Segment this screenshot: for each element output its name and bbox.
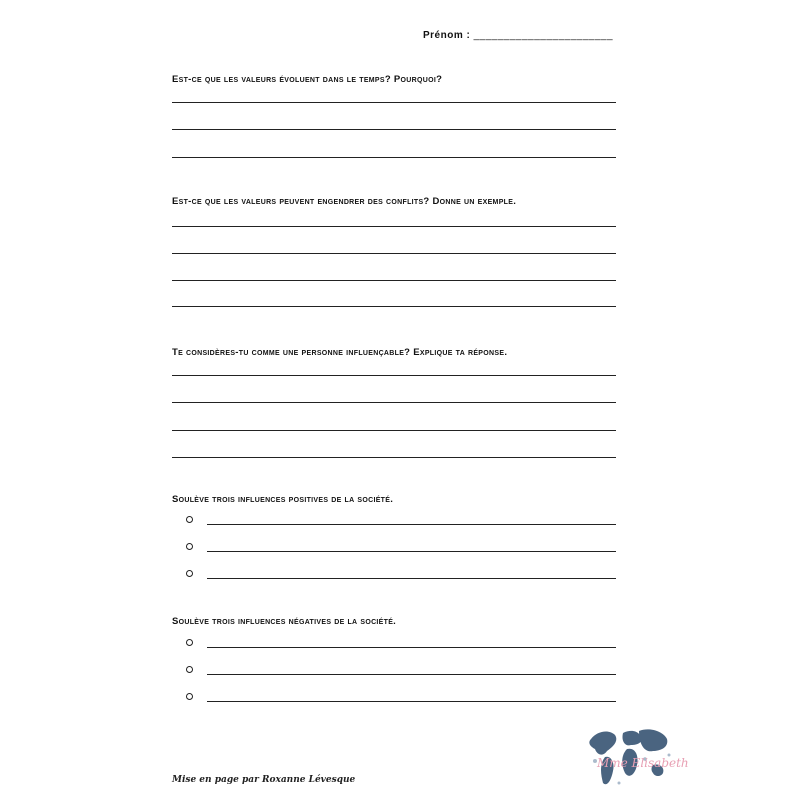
bullet-answer-line[interactable] (207, 551, 616, 552)
answer-line[interactable] (172, 430, 616, 431)
answer-line[interactable] (172, 280, 616, 281)
answer-line[interactable] (172, 402, 616, 403)
world-map-logo-icon (583, 725, 689, 800)
answer-line[interactable] (172, 253, 616, 254)
bullet-answer-line[interactable] (207, 701, 616, 702)
bullet-circle-icon (186, 570, 193, 577)
answer-line[interactable] (172, 102, 616, 103)
answer-line[interactable] (172, 375, 616, 376)
bullet-answer-line[interactable] (207, 524, 616, 525)
answer-line[interactable] (172, 457, 616, 458)
prenom-blank[interactable]: _______________________ (473, 30, 614, 41)
question-5: Soulève trois influences négatives de la société. (172, 616, 397, 627)
bullet-circle-icon (186, 543, 193, 550)
bullet-answer-line[interactable] (207, 647, 616, 648)
question-2: Est-ce que les valeurs peuvent engendrer des conflits? Donne un exemple. (172, 196, 517, 207)
answer-line[interactable] (172, 129, 616, 130)
question-4: Soulève trois influences positives de la société. (172, 494, 394, 505)
logo-signature: Mme Elisabeth (597, 756, 689, 770)
answer-line[interactable] (172, 226, 616, 227)
question-1: Est-ce que les valeurs évoluent dans le temps? Pourquoi? (172, 74, 443, 85)
bullet-circle-icon (186, 693, 193, 700)
bullet-answer-line[interactable] (207, 578, 616, 579)
prenom-label: Prénom : (423, 30, 471, 41)
layout-credit: Mise en page par Roxanne Lévesque (172, 775, 356, 785)
question-3: Te considères-tu comme une personne influençable? Explique ta réponse. (172, 347, 508, 358)
answer-line[interactable] (172, 157, 616, 158)
bullet-answer-line[interactable] (207, 674, 616, 675)
answer-line[interactable] (172, 306, 616, 307)
bullet-circle-icon (186, 639, 193, 646)
bullet-circle-icon (186, 516, 193, 523)
prenom-field[interactable] (423, 30, 613, 41)
bullet-circle-icon (186, 666, 193, 673)
